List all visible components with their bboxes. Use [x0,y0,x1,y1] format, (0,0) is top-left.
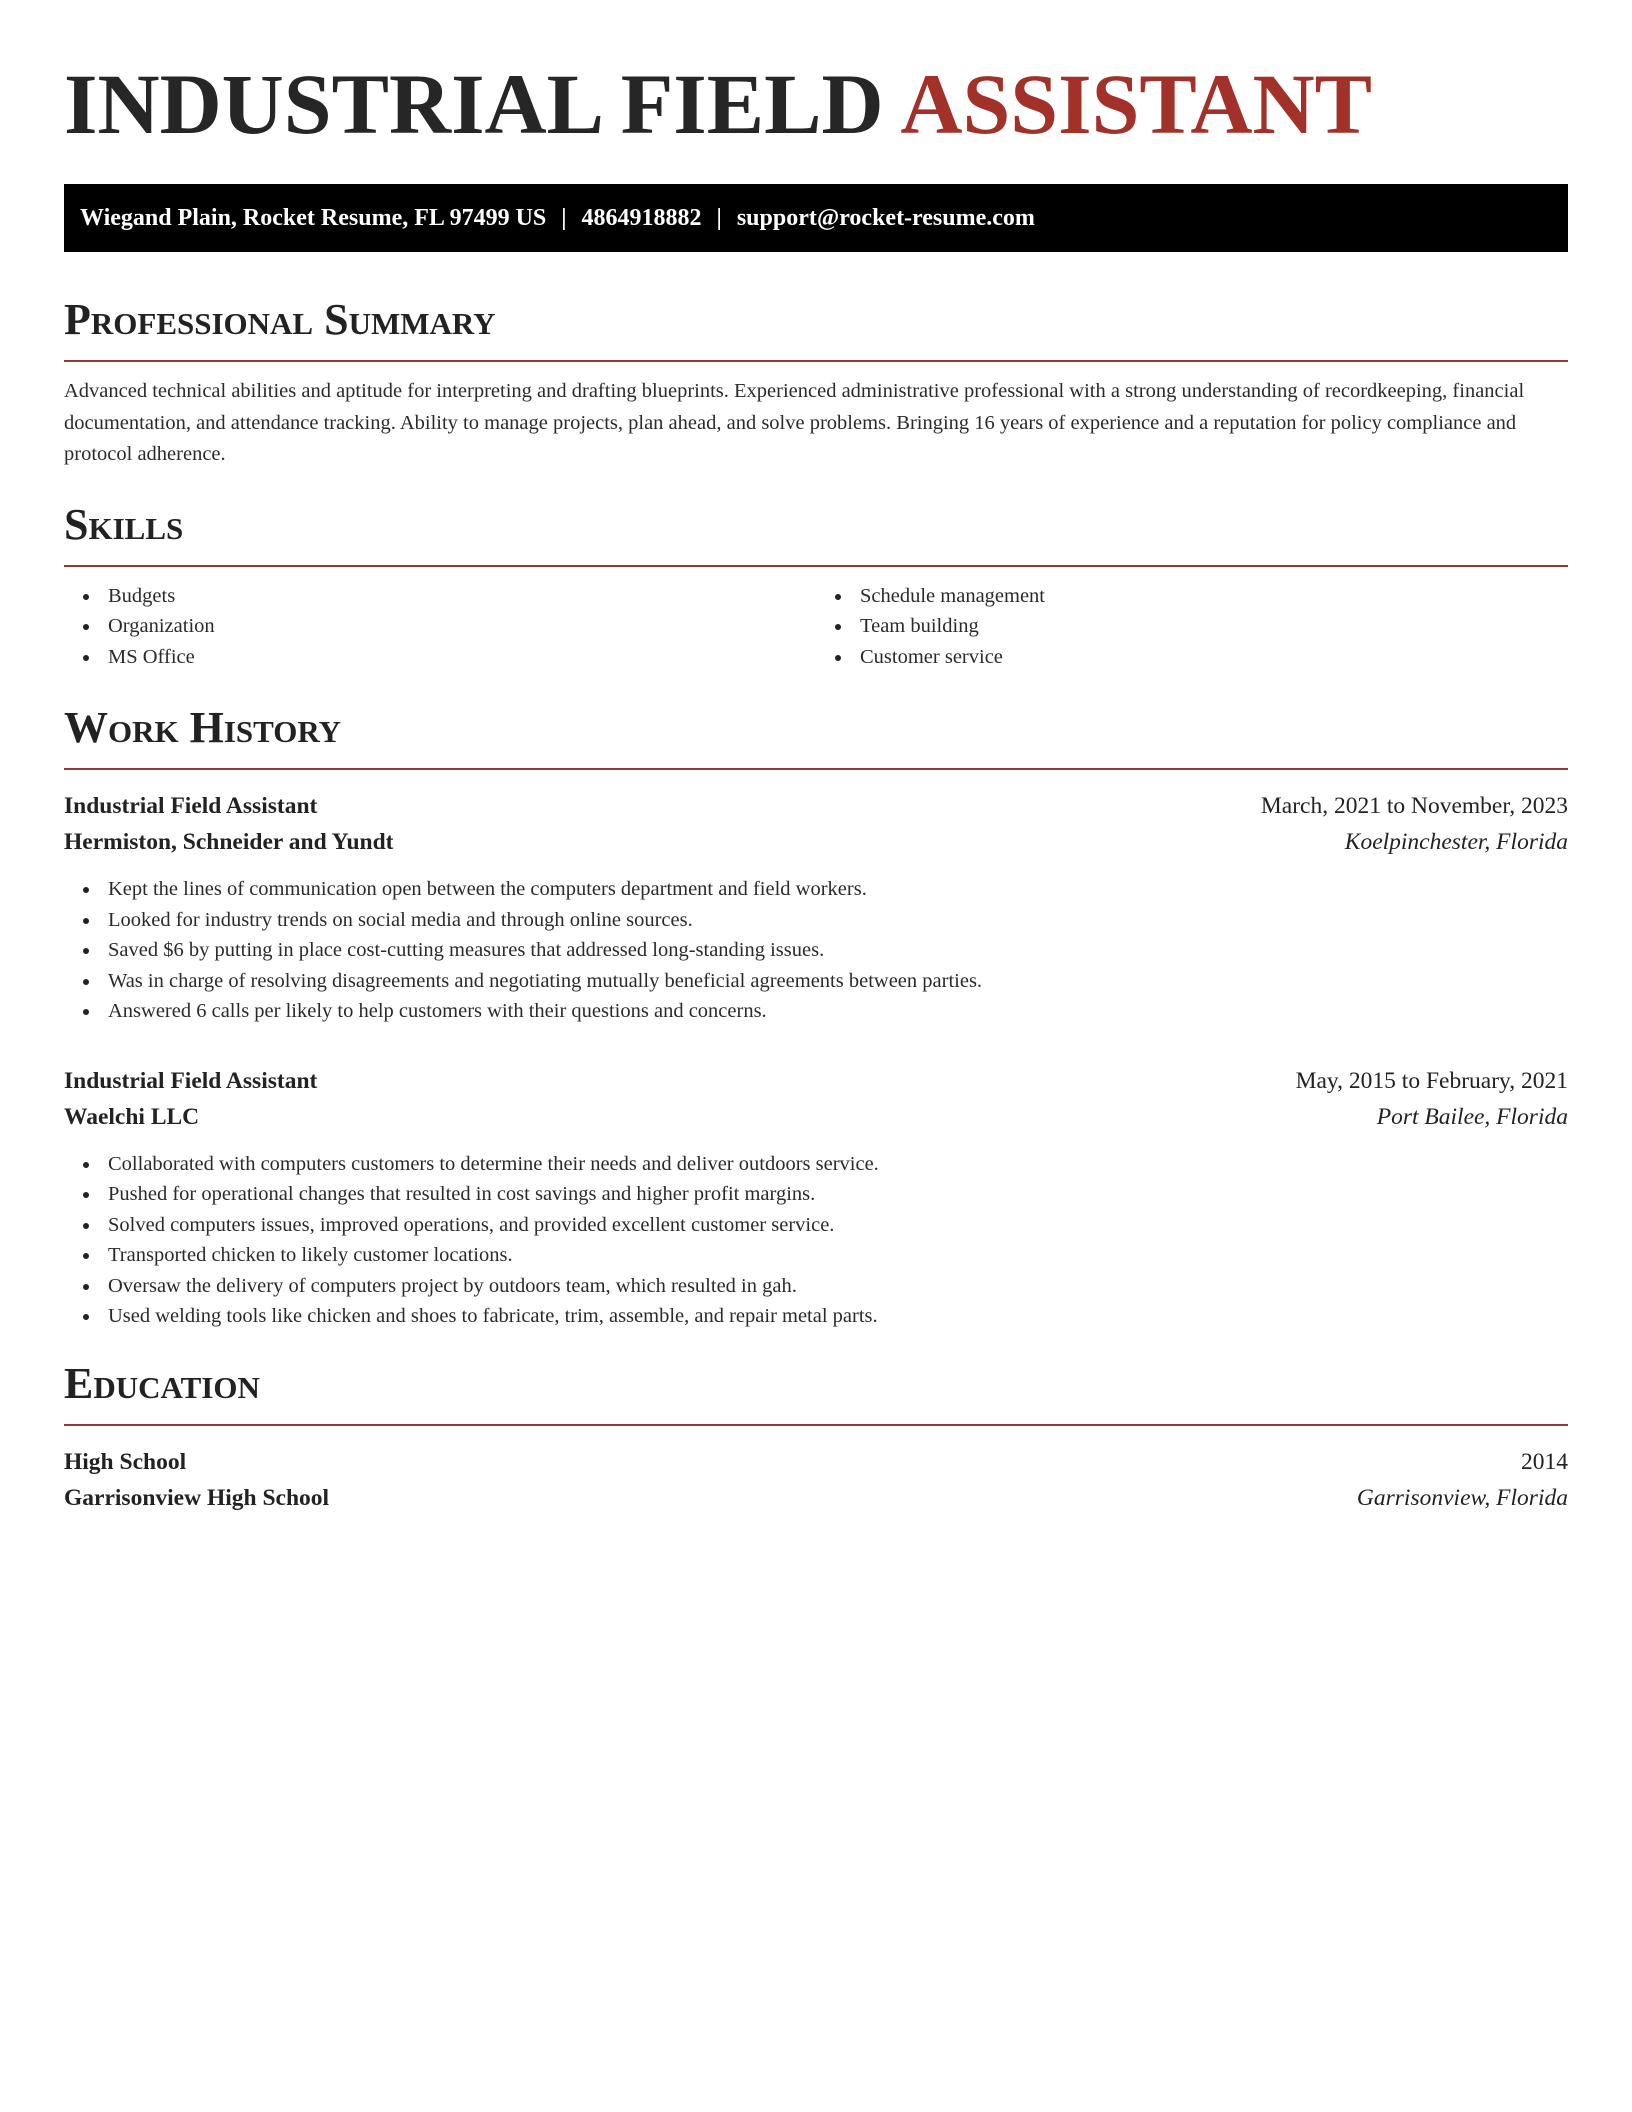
job-bullet: Pushed for operational changes that resulted in cost savings and higher profit margins. [108,1179,1568,1210]
job-location: Koelpinchester, Florida [1344,829,1568,855]
job-bullet: Used welding tools like chicken and shoes to fabricate, trim, assemble, and repair metal parts. [108,1301,1568,1332]
contact-separator: | [716,204,722,231]
contact-phone: 4864918882 [581,204,702,231]
skill-item: Team building [860,611,1568,642]
job-bullet: Solved computers issues, improved operations, and provided excellent customer service. [108,1210,1568,1241]
skill-item: Budgets [108,581,816,612]
job-bullets [64,1149,1568,1332]
work-heading: Work History [64,702,1568,770]
job-company-row [64,1099,1568,1135]
contact-email: support@rocket-resume.com [736,204,1035,231]
skill-item: Customer service [860,642,1568,673]
job-title-row [64,1063,1568,1099]
skill-item: MS Office [108,642,816,673]
education-school: Garrisonview High School [64,1484,330,1511]
job-company: Hermiston, Schneider and Yundt [64,829,394,855]
contact-address: Wiegand Plain, Rocket Resume, FL 97499 US [80,204,547,231]
skill-item: Schedule management [860,581,1568,612]
education-year: 2014 [1521,1448,1568,1475]
job-entry [64,1063,1568,1332]
skills-column-right [816,581,1568,673]
job-bullet: Oversaw the delivery of computers project by outdoors team, which resulted in gah. [108,1271,1568,1302]
contact-separator: | [561,204,567,231]
education-heading: Education [64,1358,1568,1426]
resume-title [64,52,1568,156]
summary-text: Advanced technical abilities and aptitude for interpreting and drafting blueprints. Experienced administrative professional with a strong understanding of recordkeeping, financial documentation, and attendance tracking. Ability to manage projects, plan ahead, and solve problems. Bringing 16 years of experience and a reputation for policy compliance and protocol adherence. [64,380,1525,465]
title-accent: ASSISTANT [900,56,1372,152]
skill-item: Organization [108,611,816,642]
job-title-row [64,788,1568,824]
job-title: Industrial Field Assistant [64,1067,318,1094]
job-bullet: Collaborated with computers customers to determine their needs and deliver outdoors service. [108,1149,1568,1180]
job-company-row [64,824,1568,860]
education-degree-row [64,1444,1568,1480]
education-degree: High School [64,1448,187,1475]
education-location: Garrisonview, Florida [1356,1484,1568,1511]
job-entry [64,788,1568,1027]
job-title: Industrial Field Assistant [64,793,318,819]
job-company: Waelchi LLC [64,1103,200,1130]
job-bullets [64,874,1568,1027]
job-bullet: Looked for industry trends on social media and through online sources. [108,905,1568,936]
job-location: Port Bailee, Florida [1376,1103,1568,1130]
education-school-row [64,1480,1568,1516]
job-dates: March, 2021 to November, 2023 [1260,793,1568,819]
job-bullet: Answered 6 calls per likely to help customers with their questions and concerns. [108,996,1568,1027]
job-bullet: Transported chicken to likely customer locations. [108,1240,1568,1271]
skills-heading: Skills [64,499,1568,567]
skills-list [64,581,1568,673]
job-bullet: Saved $6 by putting in place cost-cutting measures that addressed long-standing issues. [108,935,1568,966]
job-bullet: Kept the lines of communication open between the computers department and field workers. [108,874,1568,905]
skills-column-left [64,581,816,673]
job-dates: May, 2015 to February, 2021 [1295,1067,1568,1094]
summary-heading: Professional Summary [64,294,1568,362]
title-main: INDUSTRIAL FIELD [64,56,884,152]
contact-bar [64,184,1568,252]
education-entry [64,1444,1568,1516]
job-bullet: Was in charge of resolving disagreements and negotiating mutually beneficial agreements between parties. [108,966,1568,997]
